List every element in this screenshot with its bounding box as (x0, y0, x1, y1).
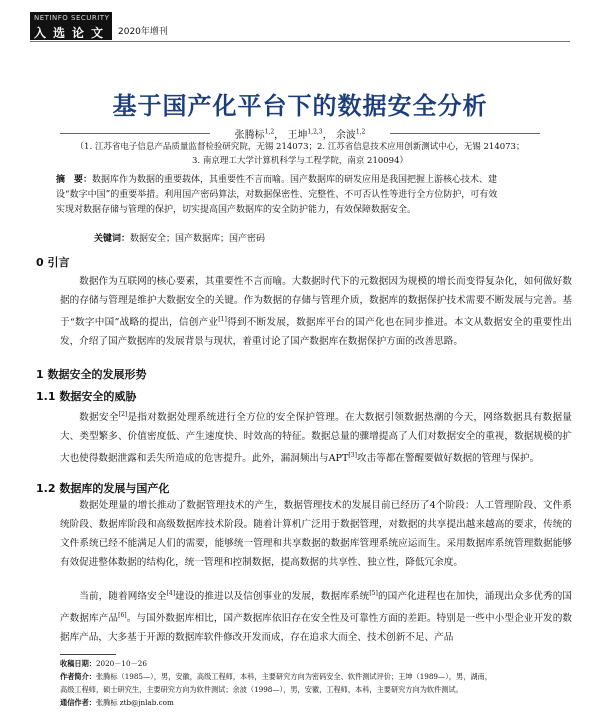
citation-ref: [5] (369, 590, 378, 597)
journal-brand: NETINFO SECURITY (34, 14, 110, 22)
author-affil: 1,2 (264, 128, 275, 136)
keywords (94, 232, 514, 246)
paragraph-development-2: 当前，随着网络安全[4]建设的推进以及信创事业的发展，数据库系统[5]的国产化进程也在加快，涌现出众多优秀的国产数据库产品[6]。与国外数据库相比，国产数据库依旧存在安全性及可靠性方面的差距。特别是一些中小型企业开发的数据库产品，大多基于开源的数据库软件修改开发而成，存在追求大而全、技术创新不足、产品 (60, 590, 573, 644)
citation-ref: [6] (118, 612, 127, 620)
author-name: 余波 (335, 130, 356, 141)
footnote-divider (60, 654, 116, 655)
subsection-heading: 1.2 数据库的发展与国产化 (36, 482, 170, 495)
author-bio (60, 670, 572, 683)
journal-header (0, 10, 600, 50)
paragraph-intro: 数据作为互联网的核心要素，其重要性不言而喻。大数据时代下的元数据因为规模的增长而变得复杂化，如何做好数据的存储与管理是维护大数据安全的关键。作为数据的存储与管理介质，数据库的数据保护技术需要不断发展与完善。基于“数字中国”战略的提出，信创产业[1]得到不断发展，数据库平台的国产化也在同步推进。本文从数据安全的重要性出发，介绍了国产数据库的发展背景与现状，着重讨论了国产数据库在数据保护方面的改善思路。 (60, 276, 573, 348)
issue-label: 2020年增刊 (118, 27, 168, 37)
paragraph-threat: 数据安全[2]是指对数据处理系统进行全方位的安全保护管理。在大数据引领数据热潮的今天，网络数据具有数据量大、类型繁多、价值密度低、产生速度快、时效高的特征。数据总量的骤增提高了人们对数据安全的重视，数据规模的扩大也使得数据泄露和丢失所造成的危害提升。此外，漏洞频出与APT[3]攻击等都在警醒要做好数据的管理与保护。 (60, 411, 573, 465)
abstract (56, 173, 501, 218)
citation-ref: [1] (218, 316, 227, 323)
footnotes (60, 657, 572, 709)
contact-label: 通信作者： (60, 698, 96, 707)
paragraph-development-1: 数据处理量的增长推动了数据管理技术的产生，数据管理技术的发展目前已经历了4个阶段：人工管理阶段、文件系统阶段、数据库阶段和高级数据库技术阶段。随着计算机广泛用于数据管理，对数据的共享提出越来越高的要求，传统的文件系统已经不能满足人们的需要，能够统一管理和共享数据的数据库管理系统应运而生。采用数据库系统管理数据能够有效促进整体数据的结构化，统一管理和控制数据，提高数据的共享性、独立性，降低冗余度。 (60, 500, 572, 568)
affiliations (30, 140, 570, 168)
authors: 张腾标$^{1,2}$， 王坤$^{1,2,3}$， 余波$^{1,2}$ (234, 128, 366, 141)
section-heading: 1 数据安全的发展形势 (36, 368, 147, 381)
affiliation-line: 3. 南京理工大学计算机科学与工程学院，南京 210094） (192, 156, 408, 166)
author-affil: 1,2 (355, 128, 366, 136)
paper-title: 基于国产化平台下的数据安全分析 (112, 92, 488, 120)
bio-line: 张腾标（1985—），男，安徽，高级工程师，本科，主要研究方向为密码安全、软件测试评价；王坤（1989—），男，湖南， (95, 672, 492, 681)
affiliation-line: （1. 江苏省电子信息产品质量监督检验研究院，无锡 214073；2. 江苏省信息技术应用创新测试中心，无锡 214073； (75, 142, 525, 152)
author-affil: 1,2,3 (307, 128, 323, 136)
author-name: 张腾标 (234, 130, 265, 141)
section-badge (30, 12, 112, 40)
section-heading: 0 引言 (36, 256, 70, 269)
author-name: 王坤 (287, 130, 308, 141)
header-divider (30, 41, 570, 42)
bio-label: 作者简介： (60, 672, 96, 681)
citation-ref: [3] (348, 452, 357, 460)
keywords-label: 关键词： (94, 234, 131, 244)
contact-value: 张腾标 ztb@jnlab.com (95, 698, 174, 707)
subsection-heading: 1.1 数据安全的威胁 (36, 390, 137, 403)
abstract-text: 数据库作为数据的重要载体，其重要性不言而喻。国产数据库的研发应用是我国把握上游核心技术、建设“数字中国”的重要举措。利用国产密码算法，对数据保密性、完整性、不可否认性等进行全方位防护，可有效实现对数据存储与管理的保护，切实提高国产数据库的安全防护能力，有效保障数据安全。 (56, 175, 498, 215)
citation-ref: [2] (118, 411, 128, 418)
bio-line: 高级工程师，硕士研究生，主要研究方向为软件测试；余波（1998—），男，安徽，工程师，本科，主要研究方向为软件测试。 (60, 685, 463, 694)
received-label: 收稿日期： (60, 659, 96, 668)
citation-ref: [4] (166, 590, 176, 597)
keywords-text: 数据安全；国产数据库；国产密码 (130, 234, 266, 244)
abstract-label: 摘 要： (56, 175, 93, 185)
section-label: 入选论文 (34, 26, 111, 40)
contact-author (60, 696, 572, 709)
author-bio-cont (60, 683, 572, 696)
received-date (60, 657, 572, 670)
received-value: 2020－10－26 (95, 659, 147, 668)
